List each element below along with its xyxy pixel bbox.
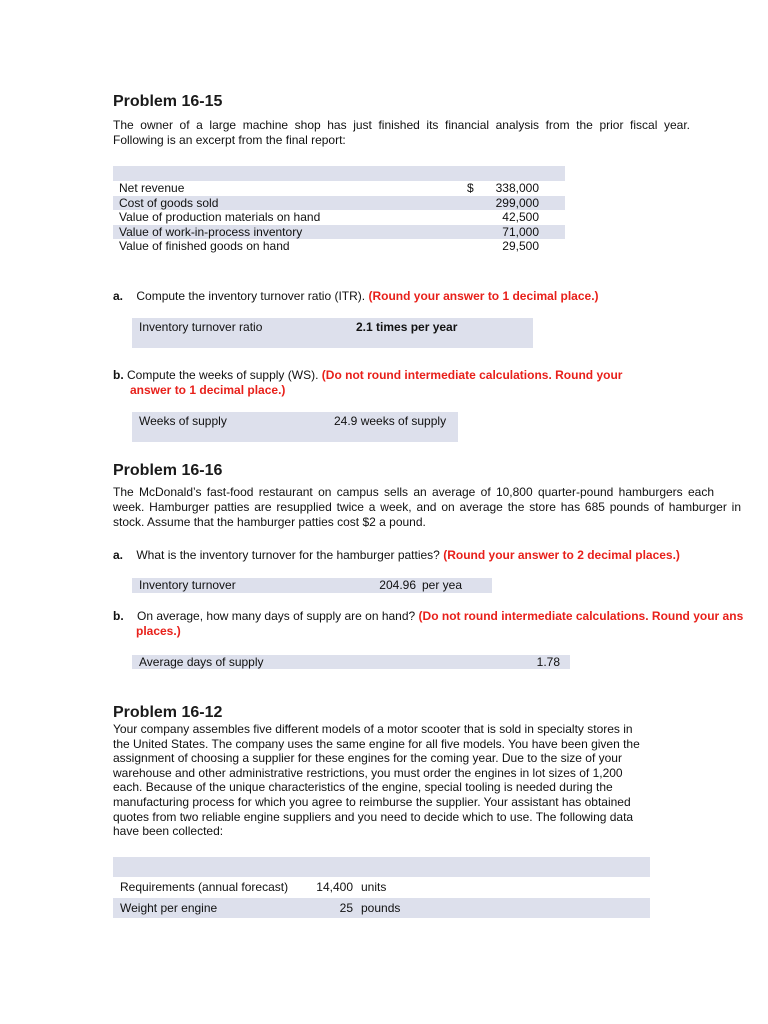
row-value: 29,500 <box>502 239 539 253</box>
question-16-15-a <box>113 289 599 304</box>
answer-label: Average days of supply <box>139 655 264 669</box>
row-label: Value of finished goods on hand <box>119 239 290 253</box>
financial-table <box>113 166 565 256</box>
question-instruction: (Do not round intermediate calculations. Round your <box>321 368 623 382</box>
answer-box-itr <box>132 318 533 348</box>
row-label: Requirements (annual forecast) <box>120 880 289 894</box>
question-text: Compute the inventory turnover ratio (ITR). <box>136 289 366 303</box>
answer-label: Weeks of supply <box>139 414 227 428</box>
intro-line: have been collected: <box>113 824 224 839</box>
row-value: 71,000 <box>502 224 539 239</box>
row-unit: pounds <box>361 901 401 915</box>
problem-16-16-title: Problem 16-16 <box>113 462 223 479</box>
row-value: 299,000 <box>495 195 539 210</box>
intro-line: each. Because of the unique characteristics of the engine, special tooling is needed during the <box>113 780 613 795</box>
row-value: 14,400 <box>316 880 353 894</box>
answer-value: 2.1 times per year <box>356 320 458 334</box>
question-text: Compute the weeks of supply (WS). <box>127 368 319 382</box>
question-16-16-b <box>113 609 768 624</box>
question-instruction-cont: places.) <box>136 624 181 638</box>
intro-line: assignment of choosing a supplier for these engines for the coming year. Due to the size of your <box>113 751 622 766</box>
table-row <box>113 877 650 897</box>
row-label: Value of production materials on hand <box>119 210 321 224</box>
row-label: Net revenue <box>119 181 185 195</box>
row-currency: $ <box>467 181 474 195</box>
table-row <box>113 181 565 195</box>
question-letter: a. <box>113 548 124 562</box>
problem-16-15-title: Problem 16-15 <box>113 93 223 110</box>
table-row <box>113 898 650 918</box>
problem-16-16-intro-line3: stock. Assume that the hamburger patties cost $2 a pound. <box>113 515 426 529</box>
intro-line: quotes from two reliable engine suppliers and you need to decide which to use. The following data <box>113 809 634 824</box>
answer-value: 204.96 <box>379 578 416 592</box>
table-row <box>113 196 565 210</box>
answer-box-ws <box>132 412 458 442</box>
table-header-bar <box>113 166 565 181</box>
intro-line: Your company assembles five different models of a motor scooter that is sold in specialty stores in <box>113 722 633 736</box>
question-16-16-a <box>113 548 680 563</box>
answer-box-inventory-turnover <box>132 578 492 593</box>
intro-line: warehouse and other administrative restrictions, you must order the engines in lot sizes of 1,200 <box>113 765 623 780</box>
problem-16-12-title: Problem 16-12 <box>113 704 223 721</box>
row-label: Value of work-in-process inventory <box>119 224 303 239</box>
engine-data-table <box>113 857 650 919</box>
question-letter: b. <box>113 368 124 382</box>
question-instruction: (Round your answer to 1 decimal place.) <box>368 289 599 303</box>
row-value: 25 <box>339 901 353 915</box>
row-unit: units <box>361 880 387 894</box>
problem-16-16-intro-line2: week. Hamburger patties are resupplied twice a week, and on average the store has 685 pounds of hamburger in <box>113 500 741 514</box>
answer-value: 1.78 <box>536 655 560 669</box>
problem-16-15-intro-line1: The owner of a large machine shop has just finished its financial analysis from the prior fiscal year. <box>113 118 690 132</box>
row-label: Cost of goods sold <box>119 195 219 210</box>
answer-unit: per yea <box>422 578 463 592</box>
question-16-15-b <box>113 368 622 383</box>
table-header-bar <box>113 857 650 877</box>
answer-box-days-of-supply <box>132 655 570 669</box>
question-text: What is the inventory turnover for the hamburger patties? <box>136 548 440 562</box>
question-instruction: (Do not round intermediate calculations. Round your ans <box>418 609 744 623</box>
question-letter: a. <box>113 289 124 303</box>
question-instruction: (Round your answer to 2 decimal places.) <box>443 548 680 562</box>
answer-label: Inventory turnover <box>139 578 236 592</box>
question-instruction-cont: answer to 1 decimal place.) <box>130 383 286 397</box>
answer-label: Inventory turnover ratio <box>139 320 263 334</box>
table-row <box>113 225 565 239</box>
problem-16-15-intro-line2: Following is an excerpt from the final report: <box>113 133 346 147</box>
row-value: 338,000 <box>495 181 539 195</box>
question-text: On average, how many days of supply are on hand? <box>137 609 416 623</box>
table-row <box>113 239 565 253</box>
intro-line: manufacturing process for which you agree to reimburse the supplier. Your assistant has obtained <box>113 794 631 809</box>
problem-16-12-intro <box>113 722 673 839</box>
row-value: 42,500 <box>502 210 539 224</box>
question-letter: b. <box>113 609 124 623</box>
problem-16-16-intro-line1: The McDonald’s fast-food restaurant on campus sells an average of 10,800 quarter-pound hamburgers each <box>113 485 714 499</box>
row-label: Weight per engine <box>120 901 218 915</box>
intro-line: the United States. The company uses the same engine for all five models. You have been given the <box>113 736 640 751</box>
answer-value: 24.9 weeks of supply <box>334 414 447 428</box>
table-row <box>113 210 565 224</box>
